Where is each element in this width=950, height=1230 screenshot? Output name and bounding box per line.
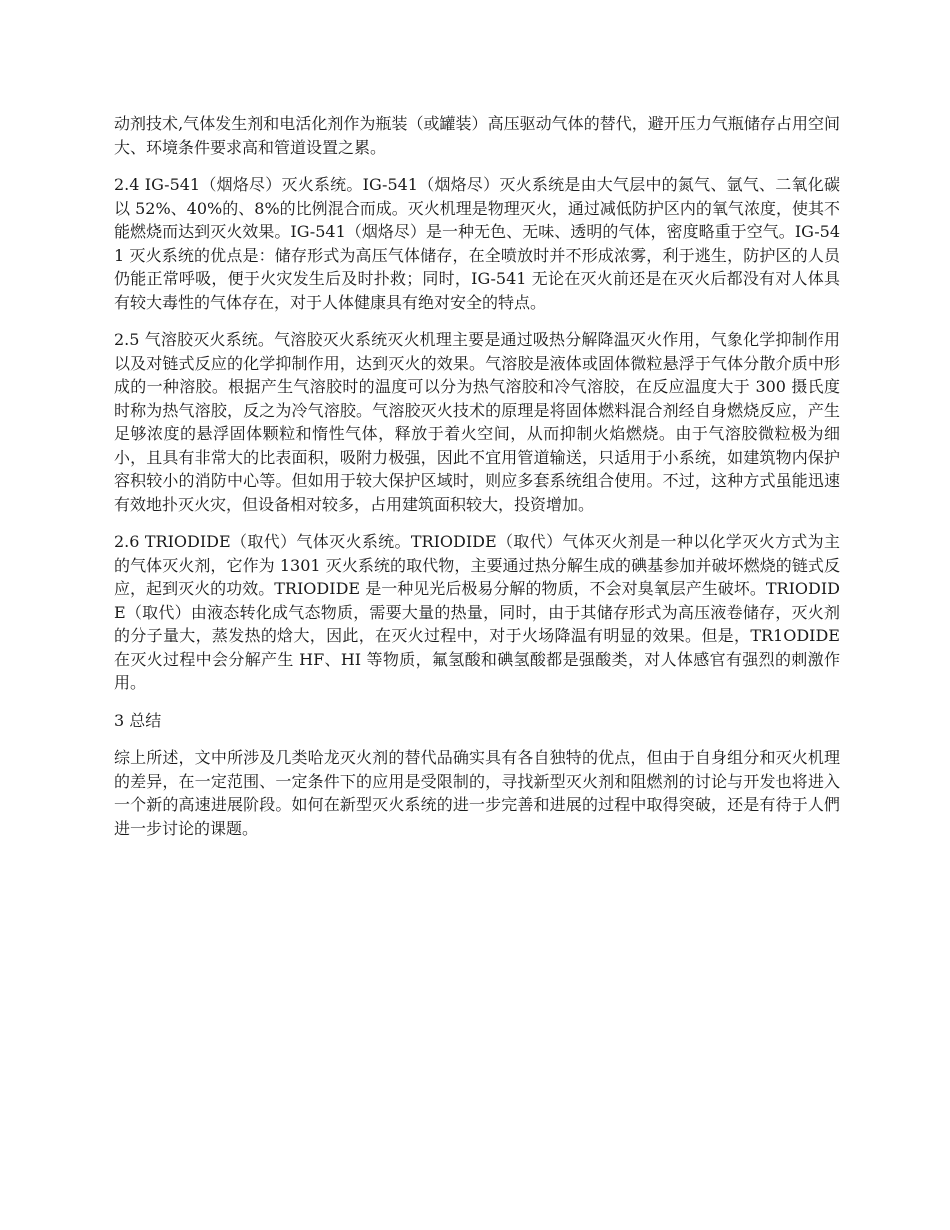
paragraph-intro-continued: 动剂技术,气体发生剂和电活化剂作为瓶装（或罐装）高压驱动气体的替代，避开压力气瓶储存占用空间大、环境条件要求高和管道设置之累。 [114, 114, 840, 157]
document-page [114, 112, 840, 854]
paragraph-ig541-system: 2.4 IG-541（烟烙尽）灭火系统。IG-541（烟烙尽）灭火系统是由大气层中的氮气、氩气、二氧化碳以 52%、40%的、8%的比例混合而成。灭火机理是物理灭火，通过减低防护区内的氧气浓度，使其不能燃烧而达到灭火效果。IG-541（烟烙尽）是一种无色、无味、透明的气体，密度略重于空气。IG-541 灭火系统的优点是：储存形式为高压气体储存，在全喷放时并不形成浓雾，利于逃生，防护区的人员仍能正常呼吸，便于火灾发生后及时扑救；同时，IG-541 无论在灭火前还是在灭火后都没有对人体具有较大毒性的气体存在，对于人体健康具有绝对安全的特点。 [114, 175, 840, 312]
paragraph-triodide-system: 2.6 TRIODIDE（取代）气体灭火系统。TRIODIDE（取代）气体灭火剂是一种以化学灭火方式为主的气体灭火剂，它作为 1301 灭火系统的取代物，主要通过热分解生成的碘基参加并破坏燃烧的链式反应，起到灭火的功效。TRIODIDE 是一种见光后极易分解的物质，不会对臭氧层产生破坏。TRIODIDE（取代）由液态转化成气态物质，需要大量的热量，同时，由于其储存形式为高压液卷储存，灭火剂的分子量大，蒸发热的焓大，因此，在灭火过程中，对于火场降温有明显的效果。但是，TR1ODIDE 在灭火过程中会分解产生 HF、HI 等物质，氟氢酸和碘氢酸都是强酸类，对人体感官有强烈的刺激作用。 [114, 532, 840, 692]
paragraph-aerosol-system: 2.5 气溶胶灭火系统。气溶胶灭火系统灭火机理主要是通过吸热分解降温灭火作用，气象化学抑制作用以及对链式反应的化学抑制作用，达到灭火的效果。气溶胶是液体或固体微粒悬浮于气体分散介质中形成的一种溶胶。根据产生气溶胶时的温度可以分为热气溶胶和冷气溶胶，在反应温度大于 300 摄氏度时称为热气溶胶，反之为冷气溶胶。气溶胶灭火技术的原理是将固体燃料混合剂经自身燃烧反应，产生足够浓度的悬浮固体颗粒和惰性气体，释放于着火空间，从而抑制火焰燃烧。由于气溶胶微粒极为细小，且具有非常大的比表面积，吸附力极强，因此不宜用管道输送，只适用于小系统，如建筑物内保护容积较小的消防中心等。但如用于较大保护区域时，则应多套系统组合使用。不过，这种方式虽能迅速有效地扑灭火灾，但设备相对较多，占用建筑面积较大，投资增加。 [114, 330, 840, 514]
section-heading-summary: 3 总结 [114, 710, 162, 730]
paragraph-conclusion: 综上所述，文中所涉及几类哈龙灭火剂的替代品确实具有各自独特的优点，但由于自身组分和灭火机理的差异，在一定范围、一定条件下的应用是受限制的，寻找新型灭火剂和阻燃剂的讨论与开发也将进入一个新的高速进展阶段。如何在新型灭火系统的进一步完善和进展的过程中取得突破，还是有待于人們进一步讨论的课题。 [114, 748, 840, 838]
